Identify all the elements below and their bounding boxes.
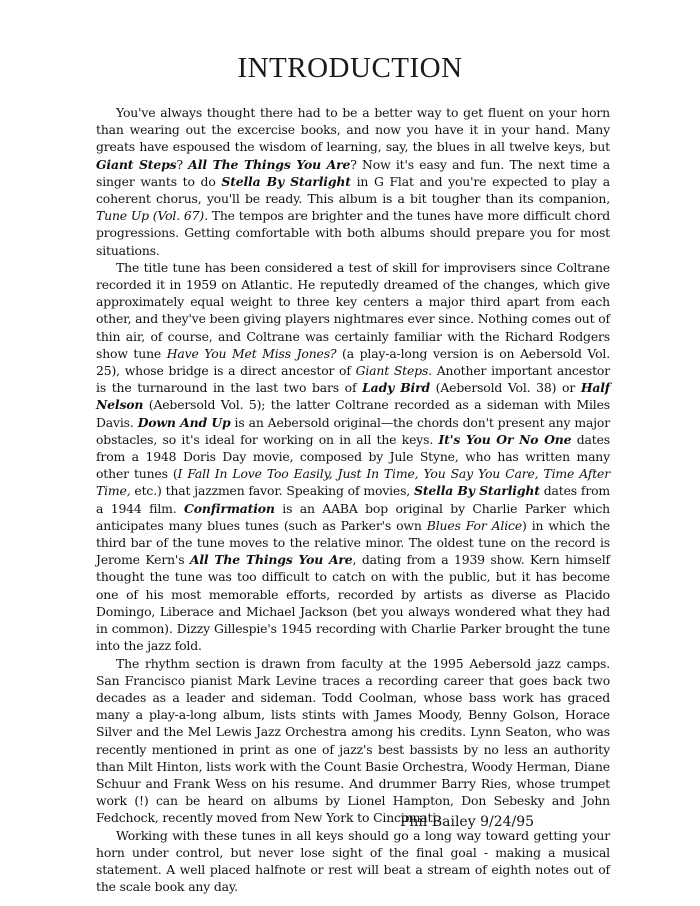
text-run: is an AABA bop original by Charlie Parker which anticipates many blues tunes (such as Parker's own xyxy=(96,500,610,533)
text-run: The rhythm section is drawn from faculty at the 1995 Aebersold jazz camps. San Francisco pianist Mark Levine traces a recording career that goes back two decades as a leader and sideman. Todd Coolman, whose bass work has graced many a play-a-long album, lists stints with James Moody, Benny Golson, Horace Silver and the Mel Lewis Jazz Orchestra among his credits. Lynn Seaton, who was recently mentioned in print as one of jazz's best bassists by no less an authority than Milt Hinton, lists work with the Count Basie Orchestra, Woody Herman, Diane Schuur and Frank Wess on his resume. And drummer Barry Ries, whose trumpet work (!) can be heard on albums by Lionel Hampton, Don Sebesky and John Fedchock, recently moved from New York to Cincinnati. xyxy=(96,655,610,826)
text-run: dates from a 1944 film. xyxy=(96,483,610,516)
text-run: . The tempos are brighter and the tunes have more difficult chord progressions. Getting comfortable with both albums should prepare you for most situations. xyxy=(96,208,610,258)
paragraph xyxy=(96,259,610,655)
tune-title: Lady Bird xyxy=(362,380,430,396)
paragraph xyxy=(96,104,610,259)
paragraph xyxy=(96,827,610,896)
tune-title: Giant Steps xyxy=(96,156,177,172)
italic-title: Tune Up (Vol. 67) xyxy=(96,208,205,224)
italic-title: Blues For Alice xyxy=(426,517,523,533)
text-run: in G Flat and you're expected to play a coherent chorus, you'll be ready. This album is a bit tougher than its companion, xyxy=(96,173,610,207)
italic-title: Giant Steps xyxy=(355,363,429,379)
text-run: , dating from a 1939 show. Kern himself thought the tune was too difficult to catch on with the public, but it has become one of his most memorable efforts, recorded by artists as diverse as Placido Domingo, Liberace and Michael Jackson (bet you always wondered what they had in common). Dizzy Gillespie's 1945 recording with Charlie Parker brought the tune into the jazz fold. xyxy=(96,552,610,654)
tune-title: Confirmation xyxy=(184,500,275,516)
text-run: (Aebersold Vol. 38) or xyxy=(429,380,581,396)
tune-title: Stella By Starlight xyxy=(221,173,351,189)
text-run: The title tune has been considered a test of skill for improvisers since Coltrane recorded it in 1959 on Atlantic. He reputedly dreamed of the changes, which give approximately equal weight to three key centers a major third apart from each other, and they've been giving players nightmares ever since. Nothing comes out of thin air, of course, and Coltrane was certainly familiar with the Richard Rodgers show tune xyxy=(96,259,610,361)
tune-title: It's You Or No One xyxy=(438,431,572,447)
tune-title: All The Things You Are xyxy=(189,552,353,568)
text-run: is an Aebersold original—the chords don't present any major obstacles, so it's ideal for working on in all the keys. xyxy=(96,414,610,447)
text-run: (Aebersold Vol. 5); the latter Coltrane recorded as a sideman with Miles Davis. xyxy=(96,397,610,430)
paragraph xyxy=(96,655,610,827)
tune-title: Half Nelson xyxy=(96,380,610,413)
text-run: dates from a 1948 Doris Day movie, composed by Jule Styne, who has written many other tunes ( xyxy=(96,431,610,482)
text-run: You've always thought there had to be a better way to get fluent on your horn than wearing out the excercise books, and now you have it in your hand. Many greats have espoused the wisdom of learning, say, the blues in all twelve keys, but xyxy=(96,105,610,155)
text-run: ? xyxy=(176,156,189,172)
text-run: (a play-a-long version is on Aebersold Vol. 25), whose bridge is a direct ancestor of xyxy=(96,345,610,379)
signature: Phil Bailey 9/24/95 xyxy=(400,814,535,830)
italic-title: I Fall In Love Too Easily, Just In Time, You Say You Care, Time After Time, xyxy=(96,466,610,499)
text-run: ) in which the third bar of the tune moves to the relative minor. The oldest tune on the record is Jerome Kern's xyxy=(96,517,610,568)
text-run: ? Now it's easy and fun. The next time a singer wants to do xyxy=(96,156,610,189)
text-run: . Another important ancestor is the turnaround in the last two bars of xyxy=(96,363,611,396)
introduction-body xyxy=(96,104,610,895)
page-title: INTRODUCTION xyxy=(237,52,463,84)
tune-title: Down And Up xyxy=(137,414,231,430)
text-run: etc.) that jazzmen favor. Speaking of movies, xyxy=(130,483,415,499)
tune-title: All The Things You Are xyxy=(188,156,351,172)
text-run: Working with these tunes in all keys should go a long way toward getting your horn under control, but never lose sight of the final goal - making a musical statement. A well placed halfnote or rest will beat a stream of eighth notes out of the scale book any day. xyxy=(96,827,610,895)
italic-title: Have You Met Miss Jones? xyxy=(166,345,337,361)
tune-title: Stella By Starlight xyxy=(414,483,540,499)
